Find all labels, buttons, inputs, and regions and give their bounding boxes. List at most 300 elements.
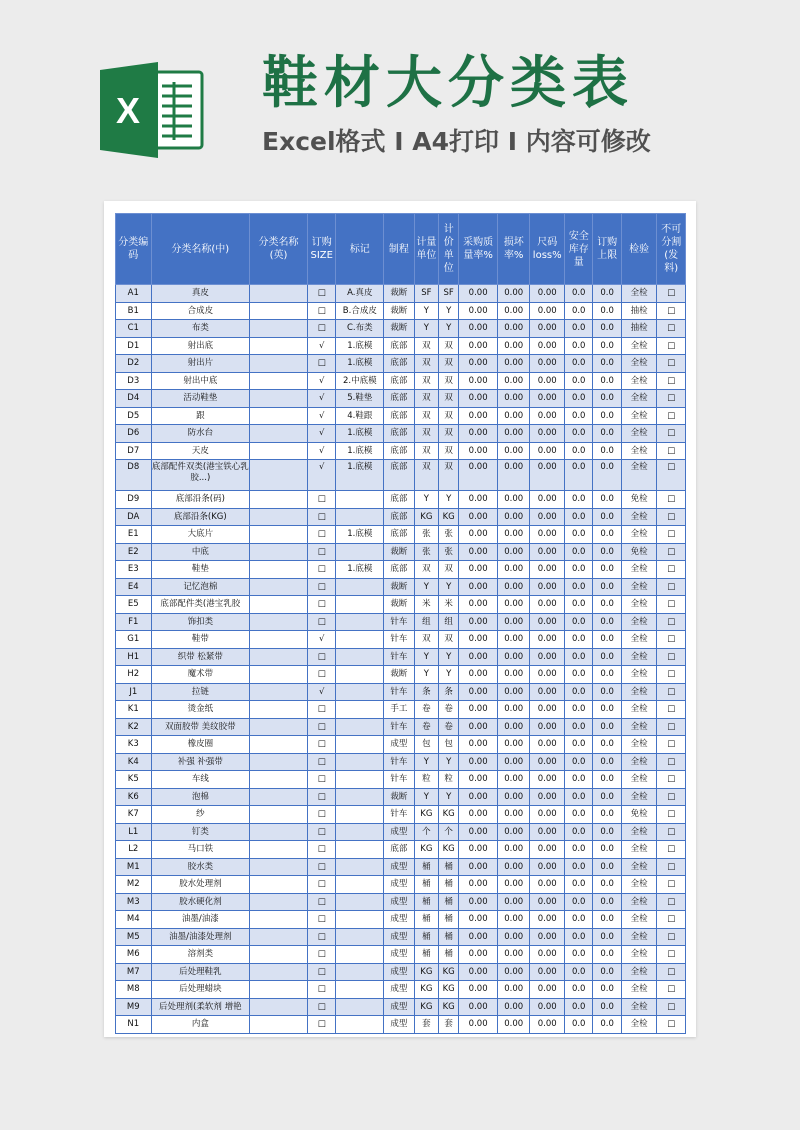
table-cell[interactable]: 0.00	[497, 736, 530, 754]
table-cell[interactable]: D2	[116, 355, 152, 373]
table-cell[interactable]: 0.0	[564, 631, 592, 649]
table-cell[interactable]: 桶	[414, 928, 438, 946]
table-cell[interactable]: √	[308, 683, 336, 701]
table-cell[interactable]: 0.00	[459, 596, 498, 614]
table-cell[interactable]: 卷	[414, 718, 438, 736]
table-cell[interactable]	[336, 771, 384, 789]
table-cell[interactable]: □	[657, 578, 686, 596]
table-cell[interactable]: Y	[414, 753, 438, 771]
table-cell[interactable]: 0.0	[564, 648, 592, 666]
table-cell[interactable]: 0.00	[459, 928, 498, 946]
table-cell[interactable]: 拉链	[151, 683, 250, 701]
table-cell[interactable]: 0.0	[593, 718, 621, 736]
table-cell[interactable]	[336, 666, 384, 684]
table-cell[interactable]: 1.底模	[336, 425, 384, 443]
table-cell[interactable]: □	[657, 823, 686, 841]
table-cell[interactable]: 0.0	[593, 285, 621, 303]
table-cell[interactable]: 0.00	[459, 631, 498, 649]
table-cell[interactable]: 裁断	[384, 302, 414, 320]
table-cell[interactable]: Y	[439, 753, 459, 771]
table-cell[interactable]: 0.0	[564, 911, 592, 929]
table-cell[interactable]: KG	[439, 841, 459, 859]
table-cell[interactable]: 0.00	[530, 337, 565, 355]
table-cell[interactable]: 0.00	[530, 736, 565, 754]
table-cell[interactable]: 0.00	[497, 613, 530, 631]
table-cell[interactable]: Y	[439, 648, 459, 666]
table-cell[interactable]: 0.00	[459, 946, 498, 964]
table-cell[interactable]: 0.0	[593, 928, 621, 946]
table-cell[interactable]: 桶	[439, 893, 459, 911]
table-cell[interactable]	[250, 631, 308, 649]
table-cell[interactable]: 套	[414, 1016, 438, 1034]
table-cell[interactable]: 0.0	[593, 648, 621, 666]
table-cell[interactable]: Y	[414, 320, 438, 338]
table-cell[interactable]: 成型	[384, 981, 414, 999]
table-cell[interactable]: 全检	[621, 893, 657, 911]
table-cell[interactable]: 后处理剂(柔软剂 增艳	[151, 998, 250, 1016]
table-cell[interactable]: Y	[414, 648, 438, 666]
table-cell[interactable]: Y	[439, 491, 459, 509]
table-cell[interactable]: 0.0	[564, 718, 592, 736]
table-cell[interactable]: E3	[116, 561, 152, 579]
table-cell[interactable]: □	[657, 998, 686, 1016]
table-cell[interactable]: 包	[439, 736, 459, 754]
table-cell[interactable]: 0.0	[564, 508, 592, 526]
table-cell[interactable]	[250, 876, 308, 894]
table-cell[interactable]: 0.0	[593, 876, 621, 894]
table-cell[interactable]: 底部	[384, 355, 414, 373]
table-cell[interactable]: 全检	[621, 858, 657, 876]
table-cell[interactable]: 底部	[384, 425, 414, 443]
table-cell[interactable]: 0.00	[459, 753, 498, 771]
table-cell[interactable]	[250, 442, 308, 460]
table-cell[interactable]: 0.00	[459, 823, 498, 841]
table-cell[interactable]: 0.0	[564, 561, 592, 579]
table-cell[interactable]: 套	[439, 1016, 459, 1034]
table-cell[interactable]: 0.00	[459, 460, 498, 491]
table-cell[interactable]	[250, 543, 308, 561]
table-cell[interactable]: 全检	[621, 425, 657, 443]
table-cell[interactable]: □	[308, 806, 336, 824]
table-cell[interactable]: 桶	[414, 876, 438, 894]
table-cell[interactable]: J1	[116, 683, 152, 701]
table-cell[interactable]: 大底片	[151, 526, 250, 544]
table-cell[interactable]	[336, 718, 384, 736]
table-cell[interactable]: □	[657, 928, 686, 946]
table-cell[interactable]: 全检	[621, 823, 657, 841]
table-cell[interactable]	[250, 596, 308, 614]
table-cell[interactable]: □	[657, 337, 686, 355]
table-cell[interactable]	[336, 823, 384, 841]
table-cell[interactable]: SF	[414, 285, 438, 303]
table-cell[interactable]: D4	[116, 390, 152, 408]
table-cell[interactable]: 0.0	[564, 425, 592, 443]
table-cell[interactable]: 双	[414, 372, 438, 390]
table-cell[interactable]: C.布类	[336, 320, 384, 338]
table-cell[interactable]	[336, 613, 384, 631]
table-cell[interactable]	[250, 285, 308, 303]
table-cell[interactable]: 卷	[414, 701, 438, 719]
table-cell[interactable]: 0.0	[593, 425, 621, 443]
table-cell[interactable]: □	[308, 946, 336, 964]
table-cell[interactable]	[336, 753, 384, 771]
table-cell[interactable]: D9	[116, 491, 152, 509]
table-cell[interactable]: □	[657, 285, 686, 303]
table-cell[interactable]: 双	[439, 442, 459, 460]
table-cell[interactable]: □	[657, 736, 686, 754]
table-cell[interactable]: 免检	[621, 543, 657, 561]
table-cell[interactable]: 0.00	[530, 561, 565, 579]
table-cell[interactable]: 0.00	[530, 928, 565, 946]
table-cell[interactable]: 0.00	[497, 946, 530, 964]
table-cell[interactable]: 底部	[384, 841, 414, 859]
table-cell[interactable]: 0.00	[459, 841, 498, 859]
table-cell[interactable]: H2	[116, 666, 152, 684]
table-cell[interactable]: 0.00	[459, 876, 498, 894]
table-cell[interactable]: 全检	[621, 508, 657, 526]
table-cell[interactable]: □	[657, 911, 686, 929]
table-cell[interactable]: 0.00	[459, 788, 498, 806]
table-cell[interactable]: K6	[116, 788, 152, 806]
table-cell[interactable]: 0.0	[564, 578, 592, 596]
table-cell[interactable]	[250, 946, 308, 964]
table-cell[interactable]: 0.00	[459, 425, 498, 443]
table-cell[interactable]: E2	[116, 543, 152, 561]
table-cell[interactable]: 鞋垫	[151, 561, 250, 579]
table-cell[interactable]	[336, 893, 384, 911]
table-cell[interactable]: 0.0	[564, 701, 592, 719]
table-cell[interactable]: E1	[116, 526, 152, 544]
table-cell[interactable]: KG	[439, 981, 459, 999]
table-cell[interactable]: 0.00	[497, 460, 530, 491]
table-cell[interactable]: 0.00	[497, 998, 530, 1016]
table-cell[interactable]: 合成皮	[151, 302, 250, 320]
table-cell[interactable]: √	[308, 631, 336, 649]
table-cell[interactable]: 车线	[151, 771, 250, 789]
table-cell[interactable]: 组	[439, 613, 459, 631]
table-cell[interactable]	[250, 372, 308, 390]
table-cell[interactable]: □	[308, 981, 336, 999]
table-cell[interactable]: 0.00	[530, 372, 565, 390]
table-cell[interactable]: 针车	[384, 753, 414, 771]
table-cell[interactable]: 成型	[384, 893, 414, 911]
table-cell[interactable]: 卷	[439, 718, 459, 736]
table-cell[interactable]: 抽检	[621, 302, 657, 320]
table-cell[interactable]	[336, 631, 384, 649]
table-cell[interactable]: 烫金纸	[151, 701, 250, 719]
table-cell[interactable]: 桶	[439, 876, 459, 894]
table-cell[interactable]: 0.0	[564, 491, 592, 509]
table-cell[interactable]: 0.0	[593, 701, 621, 719]
table-cell[interactable]: √	[308, 442, 336, 460]
table-cell[interactable]: 0.0	[564, 285, 592, 303]
table-cell[interactable]: M5	[116, 928, 152, 946]
table-cell[interactable]: □	[657, 442, 686, 460]
table-cell[interactable]: K7	[116, 806, 152, 824]
table-cell[interactable]: 真皮	[151, 285, 250, 303]
table-cell[interactable]: 0.00	[459, 561, 498, 579]
table-cell[interactable]: 双	[414, 407, 438, 425]
table-cell[interactable]: Y	[414, 788, 438, 806]
table-cell[interactable]: M3	[116, 893, 152, 911]
table-cell[interactable]: 0.0	[564, 320, 592, 338]
table-cell[interactable]: 全检	[621, 596, 657, 614]
table-cell[interactable]: KG	[439, 508, 459, 526]
table-cell[interactable]	[250, 337, 308, 355]
table-cell[interactable]: 0.00	[530, 320, 565, 338]
table-cell[interactable]: 0.00	[497, 337, 530, 355]
table-cell[interactable]: □	[657, 753, 686, 771]
table-cell[interactable]: 0.00	[497, 407, 530, 425]
table-cell[interactable]: 0.0	[593, 736, 621, 754]
table-cell[interactable]	[250, 841, 308, 859]
table-cell[interactable]: 裁断	[384, 788, 414, 806]
table-cell[interactable]: 0.00	[497, 442, 530, 460]
table-cell[interactable]: 内盒	[151, 1016, 250, 1034]
table-cell[interactable]: 0.0	[564, 302, 592, 320]
table-cell[interactable]: □	[308, 1016, 336, 1034]
table-cell[interactable]: 0.0	[593, 666, 621, 684]
table-cell[interactable]: 0.00	[530, 613, 565, 631]
table-cell[interactable]	[250, 893, 308, 911]
table-cell[interactable]	[250, 963, 308, 981]
table-cell[interactable]: 0.00	[459, 491, 498, 509]
table-cell[interactable]: □	[308, 543, 336, 561]
table-cell[interactable]	[336, 508, 384, 526]
table-cell[interactable]: 4.鞋跟	[336, 407, 384, 425]
table-cell[interactable]: 0.0	[564, 876, 592, 894]
table-cell[interactable]: M8	[116, 981, 152, 999]
table-cell[interactable]: □	[657, 858, 686, 876]
table-cell[interactable]: 成型	[384, 998, 414, 1016]
table-cell[interactable]: 底部	[384, 491, 414, 509]
table-cell[interactable]: 0.00	[530, 753, 565, 771]
table-cell[interactable]: KG	[414, 963, 438, 981]
table-cell[interactable]: 张	[414, 526, 438, 544]
table-cell[interactable]: Y	[439, 788, 459, 806]
table-cell[interactable]: D1	[116, 337, 152, 355]
table-cell[interactable]: 0.00	[459, 302, 498, 320]
table-cell[interactable]: D7	[116, 442, 152, 460]
table-cell[interactable]: √	[308, 425, 336, 443]
table-cell[interactable]: 全检	[621, 963, 657, 981]
table-cell[interactable]: 双	[414, 561, 438, 579]
table-cell[interactable]: 后处理蜡块	[151, 981, 250, 999]
table-cell[interactable]: 0.00	[497, 981, 530, 999]
table-cell[interactable]: 双	[414, 425, 438, 443]
table-cell[interactable]: D8	[116, 460, 152, 491]
table-cell[interactable]: 0.0	[564, 526, 592, 544]
table-cell[interactable]: 0.00	[530, 823, 565, 841]
table-cell[interactable]: 0.0	[564, 613, 592, 631]
table-cell[interactable]: 0.00	[497, 425, 530, 443]
table-cell[interactable]: 0.00	[459, 442, 498, 460]
table-cell[interactable]: 跟	[151, 407, 250, 425]
table-cell[interactable]: 饰扣类	[151, 613, 250, 631]
table-cell[interactable]: 0.00	[530, 631, 565, 649]
table-cell[interactable]: 全检	[621, 390, 657, 408]
table-cell[interactable]: □	[308, 701, 336, 719]
table-cell[interactable]: 全检	[621, 771, 657, 789]
table-cell[interactable]: □	[308, 508, 336, 526]
table-cell[interactable]: □	[308, 893, 336, 911]
table-cell[interactable]: 底部沿条(KG)	[151, 508, 250, 526]
table-cell[interactable]: 记忆泡棉	[151, 578, 250, 596]
table-cell[interactable]: 裁断	[384, 578, 414, 596]
table-cell[interactable]: □	[657, 460, 686, 491]
table-cell[interactable]: □	[308, 823, 336, 841]
table-cell[interactable]: 全检	[621, 442, 657, 460]
table-cell[interactable]: 0.0	[593, 491, 621, 509]
table-cell[interactable]: 0.00	[459, 771, 498, 789]
table-cell[interactable]	[250, 320, 308, 338]
table-cell[interactable]	[250, 355, 308, 373]
table-cell[interactable]: 天皮	[151, 442, 250, 460]
table-cell[interactable]: □	[308, 285, 336, 303]
table-cell[interactable]: 0.00	[497, 911, 530, 929]
table-cell[interactable]: 0.00	[497, 858, 530, 876]
table-cell[interactable]: 0.00	[497, 302, 530, 320]
table-cell[interactable]	[336, 998, 384, 1016]
table-cell[interactable]: 0.0	[564, 666, 592, 684]
table-cell[interactable]: 全检	[621, 407, 657, 425]
table-cell[interactable]: 0.00	[530, 876, 565, 894]
table-cell[interactable]: 0.0	[564, 823, 592, 841]
table-cell[interactable]: Y	[439, 578, 459, 596]
table-cell[interactable]: A.真皮	[336, 285, 384, 303]
table-cell[interactable]: 织带 松紧带	[151, 648, 250, 666]
table-cell[interactable]: □	[308, 302, 336, 320]
table-cell[interactable]: 针车	[384, 648, 414, 666]
table-cell[interactable]: D5	[116, 407, 152, 425]
table-cell[interactable]: 0.0	[593, 442, 621, 460]
table-cell[interactable]	[250, 753, 308, 771]
table-cell[interactable]: M2	[116, 876, 152, 894]
table-cell[interactable]: 0.00	[530, 893, 565, 911]
table-cell[interactable]	[250, 858, 308, 876]
table-cell[interactable]: 全检	[621, 1016, 657, 1034]
table-cell[interactable]: 0.0	[593, 911, 621, 929]
table-cell[interactable]: SF	[439, 285, 459, 303]
table-cell[interactable]	[250, 771, 308, 789]
table-cell[interactable]: 0.00	[530, 508, 565, 526]
table-cell[interactable]: 全检	[621, 613, 657, 631]
table-cell[interactable]: 钉类	[151, 823, 250, 841]
table-cell[interactable]: 射出中底	[151, 372, 250, 390]
table-cell[interactable]: □	[308, 858, 336, 876]
table-cell[interactable]: □	[657, 666, 686, 684]
table-cell[interactable]: □	[657, 981, 686, 999]
table-cell[interactable]	[250, 823, 308, 841]
table-cell[interactable]: 0.00	[530, 1016, 565, 1034]
table-cell[interactable]: □	[657, 425, 686, 443]
table-cell[interactable]: √	[308, 390, 336, 408]
table-cell[interactable]: □	[308, 753, 336, 771]
table-cell[interactable]: 0.00	[530, 460, 565, 491]
table-cell[interactable]: 0.00	[459, 613, 498, 631]
table-cell[interactable]: 0.00	[459, 578, 498, 596]
table-cell[interactable]: G1	[116, 631, 152, 649]
table-cell[interactable]: 0.0	[593, 981, 621, 999]
table-cell[interactable]: 0.00	[459, 998, 498, 1016]
table-cell[interactable]: □	[308, 666, 336, 684]
table-cell[interactable]	[250, 508, 308, 526]
table-cell[interactable]: □	[308, 320, 336, 338]
table-cell[interactable]: 全检	[621, 736, 657, 754]
table-cell[interactable]: 0.0	[593, 372, 621, 390]
table-cell[interactable]: 0.00	[459, 337, 498, 355]
table-cell[interactable]: 0.0	[593, 998, 621, 1016]
table-cell[interactable]: N1	[116, 1016, 152, 1034]
table-cell[interactable]: 0.00	[459, 963, 498, 981]
table-cell[interactable]: 后处理鞋乳	[151, 963, 250, 981]
table-cell[interactable]: 0.0	[564, 806, 592, 824]
table-cell[interactable]: 成型	[384, 876, 414, 894]
table-cell[interactable]: 0.00	[530, 390, 565, 408]
table-cell[interactable]: 1.底模	[336, 526, 384, 544]
table-cell[interactable]: 0.0	[593, 407, 621, 425]
table-cell[interactable]: 布类	[151, 320, 250, 338]
table-cell[interactable]: 0.0	[564, 788, 592, 806]
table-cell[interactable]: 全检	[621, 998, 657, 1016]
table-cell[interactable]: □	[308, 876, 336, 894]
table-cell[interactable]: □	[657, 491, 686, 509]
table-cell[interactable]: 0.00	[497, 526, 530, 544]
table-cell[interactable]	[250, 928, 308, 946]
table-cell[interactable]: 0.00	[497, 320, 530, 338]
table-cell[interactable]	[336, 788, 384, 806]
table-cell[interactable]	[250, 425, 308, 443]
table-cell[interactable]: 0.00	[497, 543, 530, 561]
table-cell[interactable]: □	[308, 355, 336, 373]
table-cell[interactable]: 0.0	[593, 337, 621, 355]
table-cell[interactable]	[336, 911, 384, 929]
table-cell[interactable]: 针车	[384, 806, 414, 824]
table-cell[interactable]: 活动鞋垫	[151, 390, 250, 408]
table-cell[interactable]: 0.0	[593, 320, 621, 338]
table-cell[interactable]: 0.0	[564, 390, 592, 408]
table-cell[interactable]: 1.底模	[336, 561, 384, 579]
table-cell[interactable]: □	[308, 578, 336, 596]
table-cell[interactable]: 0.00	[530, 858, 565, 876]
table-cell[interactable]: 0.00	[530, 355, 565, 373]
table-cell[interactable]: 0.00	[530, 596, 565, 614]
table-cell[interactable]: 0.0	[564, 841, 592, 859]
table-cell[interactable]: □	[308, 771, 336, 789]
table-cell[interactable]: 双面胶带 美纹胶带	[151, 718, 250, 736]
table-cell[interactable]: 0.00	[497, 631, 530, 649]
table-cell[interactable]	[250, 578, 308, 596]
table-cell[interactable]: □	[657, 613, 686, 631]
table-cell[interactable]: 0.0	[564, 753, 592, 771]
table-cell[interactable]: √	[308, 372, 336, 390]
table-cell[interactable]: 0.00	[459, 508, 498, 526]
table-cell[interactable]: 补强 补强带	[151, 753, 250, 771]
table-cell[interactable]: 0.00	[459, 543, 498, 561]
table-cell[interactable]: 底部	[384, 508, 414, 526]
table-cell[interactable]: 全检	[621, 911, 657, 929]
table-cell[interactable]: □	[308, 596, 336, 614]
table-cell[interactable]: 0.00	[530, 701, 565, 719]
table-cell[interactable]: □	[308, 561, 336, 579]
table-cell[interactable]: Y	[439, 302, 459, 320]
table-cell[interactable]: 1.底模	[336, 337, 384, 355]
table-cell[interactable]: KG	[414, 806, 438, 824]
table-cell[interactable]: 成型	[384, 911, 414, 929]
table-cell[interactable]: 成型	[384, 946, 414, 964]
table-cell[interactable]: 双	[439, 337, 459, 355]
table-cell[interactable]: 免检	[621, 491, 657, 509]
